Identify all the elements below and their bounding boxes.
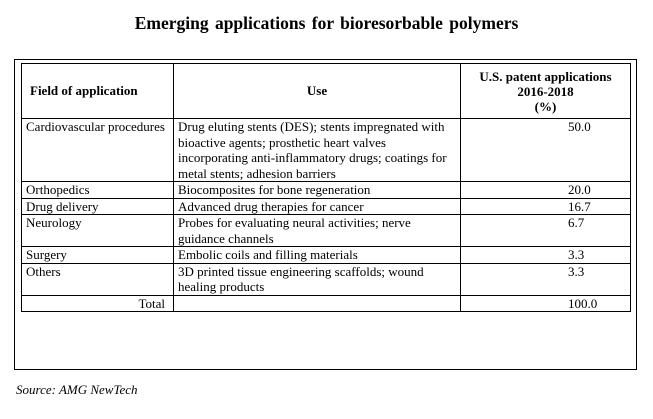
cell-use: 3D printed tissue engineering scaffolds; wound healing products	[174, 263, 461, 295]
total-use-empty	[174, 295, 461, 312]
cell-pct: 3.3	[461, 263, 631, 295]
table-row-others	[22, 263, 631, 295]
cell-field: Surgery	[22, 247, 174, 264]
cell-field: Orthopedics	[22, 182, 174, 199]
cell-use: Biocomposites for bone regeneration	[174, 182, 461, 199]
header-patent-pct	[461, 64, 631, 119]
table-row-neurology	[22, 215, 631, 247]
cell-use: Advanced drug therapies for cancer	[174, 198, 461, 215]
source-note: Source: AMG NewTech	[16, 382, 138, 397]
cell-use: Probes for evaluating neural activities; nerve guidance channels	[174, 215, 461, 247]
cell-field: Cardiovascular procedures	[22, 119, 174, 182]
total-value: 100.0	[461, 295, 631, 312]
cell-pct: 20.0	[461, 182, 631, 199]
applications-table	[21, 63, 631, 312]
cell-field: Drug delivery	[22, 198, 174, 215]
cell-field: Neurology	[22, 215, 174, 247]
cell-use: Drug eluting stents (DES); stents impregnated with bioactive agents; prosthetic heart valves incorporating anti-inflammatory drugs; coatings for metal stents; adhesion barriers	[174, 119, 461, 182]
cell-pct: 16.7	[461, 198, 631, 215]
header-row	[22, 64, 631, 119]
table-row-surgery	[22, 247, 631, 264]
header-pct-line3: (%)	[534, 98, 557, 114]
cell-pct: 3.3	[461, 247, 631, 264]
cell-field: Others	[22, 263, 174, 295]
table-row-drug-delivery	[22, 198, 631, 215]
header-use: Use	[174, 64, 461, 119]
cell-pct: 50.0	[461, 119, 631, 182]
cell-pct: 6.7	[461, 215, 631, 247]
page-title: Emerging applications for bioresorbable polymers	[134, 13, 519, 33]
table-row-orthopedics	[22, 182, 631, 199]
total-label: Total	[22, 295, 174, 312]
table-row-total	[22, 295, 631, 312]
header-pct-line1: U.S. patent applications	[479, 68, 612, 84]
header-pct-line2: 2016-2018	[517, 83, 574, 99]
table-row-cardiovascular	[22, 119, 631, 182]
cell-use: Embolic coils and filling materials	[174, 247, 461, 264]
header-field: Field of application	[22, 64, 174, 119]
